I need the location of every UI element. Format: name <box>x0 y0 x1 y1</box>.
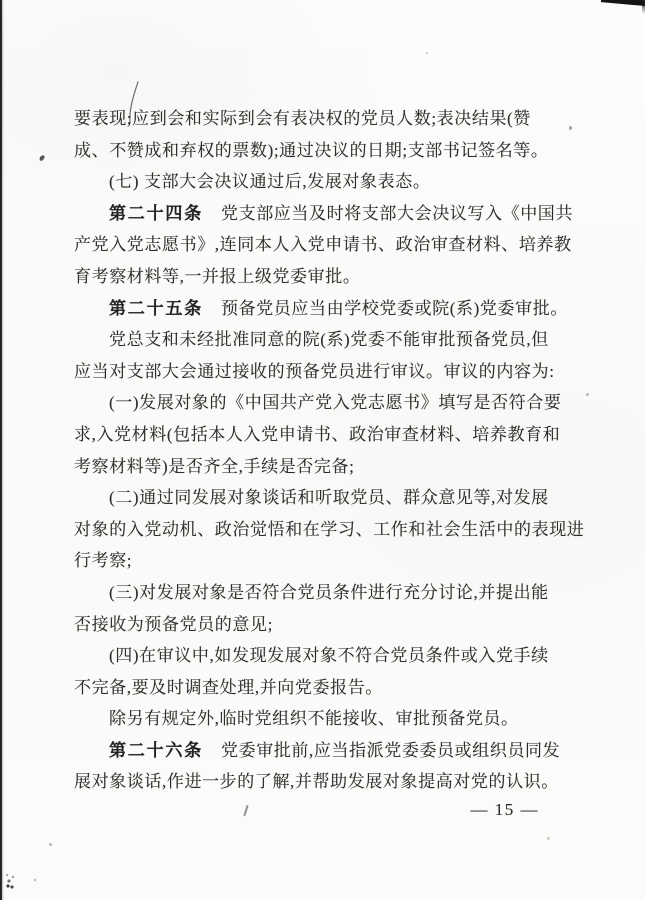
scan-blot-bottom-left <box>5 872 17 890</box>
line-text: 求,入党材料(包括本人入党申请书、政治审查材料、培养教育和 <box>74 424 561 444</box>
text-line <box>74 293 590 325</box>
article-number-term: 第二十四条 <box>109 203 203 223</box>
ink-speck <box>49 843 52 846</box>
text-line <box>74 703 590 735</box>
text-line <box>74 261 590 293</box>
line-text: 预备党员应当由学校党委或院(系)党委审批。 <box>221 298 568 318</box>
line-text: 对象的入党动机、政治觉悟和在学习、工作和社会生活中的表现进 <box>74 519 585 539</box>
ink-speck <box>39 154 46 161</box>
page-text <box>74 103 590 798</box>
line-text: (四)在审议中,如发现发展对象不符合党员条件或入党手续 <box>109 646 549 666</box>
line-text: (三)对发展对象是否符合党员条件进行充分讨论,并提出能 <box>109 582 549 602</box>
text-line <box>74 198 590 230</box>
scan-blot-bottom-left <box>32 876 40 884</box>
line-text: 党支部应当及时将支部大会决议写入《中国共 <box>221 203 573 223</box>
text-line <box>74 766 590 798</box>
text-line <box>74 640 590 672</box>
text-line <box>74 672 590 704</box>
line-text: (一)发展对象的《中国共产党入党志愿书》填写是否符合要 <box>109 393 562 413</box>
line-text: 要表现;应到会和实际到会有表决权的党员人数;表决结果(赞 <box>74 109 531 128</box>
line-text: 行考察; <box>74 551 133 571</box>
line-text: 否接收为预备党员的意见; <box>74 614 273 634</box>
line-text: (二)通过同发展对象谈话和听取党员、群众意见等,对发展 <box>109 488 549 508</box>
ink-speck <box>547 837 550 840</box>
text-line <box>74 577 590 609</box>
scan-edge-left-shadow <box>2 0 4 900</box>
line-text: 展对象谈话,作进一步的了解,并帮助发展对象提高对党的认识。 <box>74 772 559 792</box>
article-number-term: 第二十五条 <box>109 298 203 318</box>
line-text: 除另有规定外,临时党组织不能接收、审批预备党员。 <box>109 709 519 729</box>
text-line <box>74 103 590 135</box>
text-line <box>74 166 590 198</box>
text-line <box>74 451 590 483</box>
article-number-term: 第二十六条 <box>109 740 203 760</box>
text-line <box>74 482 590 514</box>
text-line <box>74 387 590 419</box>
text-line <box>74 135 590 167</box>
text-line <box>74 545 590 577</box>
line-text: 育考察材料等,一并报上级党委审批。 <box>74 266 361 286</box>
line-text: 考察材料等)是否齐全,手续是否完备; <box>74 456 355 476</box>
line-text: 不完备,要及时调查处理,并向党委报告。 <box>74 677 383 697</box>
line-text: 党总支和未经批准同意的院(系)党委不能审批预备党员,但 <box>109 330 549 350</box>
line-text: (七) 支部大会决议通过后,发展对象表态。 <box>109 172 431 192</box>
line-text: 应当对支部大会通过接收的预备党员进行审议。审议的内容为: <box>74 361 555 381</box>
text-line <box>74 229 590 261</box>
text-line <box>74 324 590 356</box>
line-text: 成、不赞成和弃权的票数);通过决议的日期;支部书记签名等。 <box>74 140 549 160</box>
scan-edge-top-right <box>601 0 645 6</box>
ink-speck <box>426 52 428 54</box>
text-line <box>74 419 590 451</box>
text-line <box>74 356 590 388</box>
text-line <box>74 735 590 767</box>
scan-slash-artifact <box>243 805 248 816</box>
text-line <box>74 609 590 641</box>
line-text: 党委审批前,应当指派党委委员或组织员同发 <box>221 740 561 760</box>
page-number: — 15 — <box>470 800 539 819</box>
text-line <box>74 514 590 546</box>
line-text: 产党入党志愿书》,连同本人入党申请书、政治审查材料、培养教 <box>74 235 572 255</box>
